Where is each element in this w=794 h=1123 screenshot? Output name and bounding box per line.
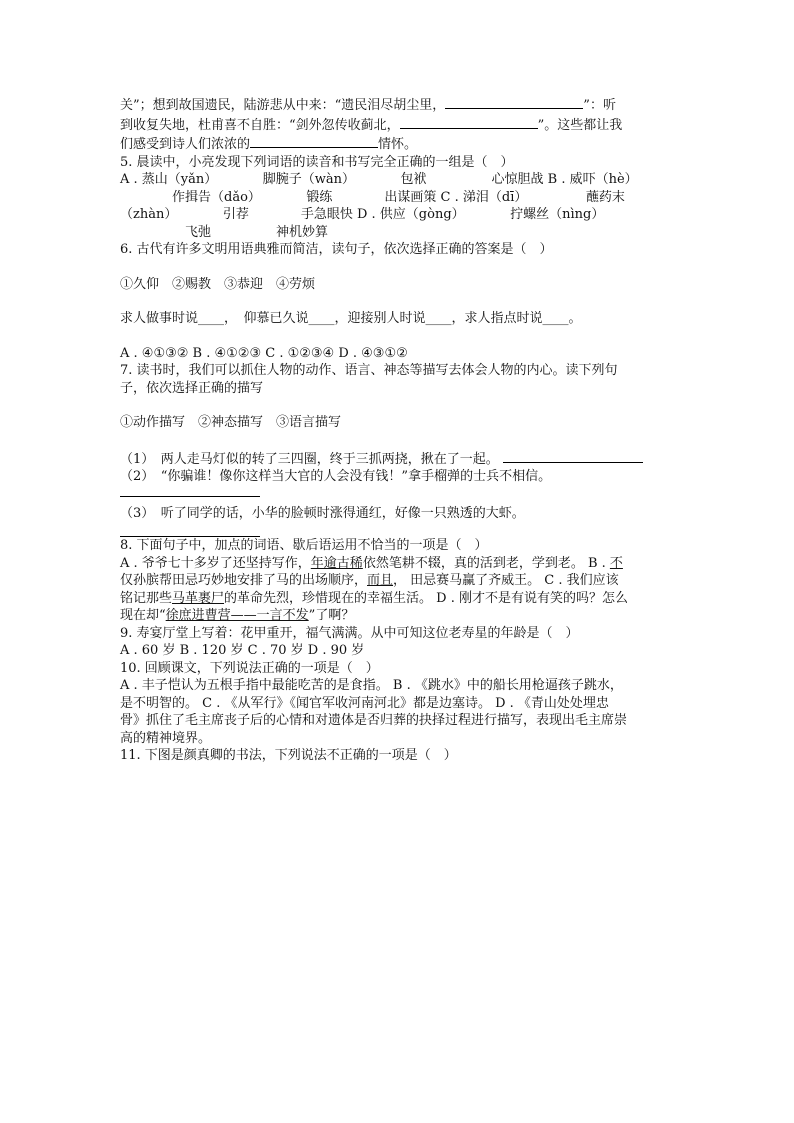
q7-sentence-1 [120, 449, 675, 469]
answer-blank[interactable] [120, 522, 260, 537]
q7-sentence-2: （2） “你骗谁！像你这样当大官的人会没有钱！”拿手榴弹的士兵不相信。 [120, 469, 552, 484]
q6-word-options: ①久仰 ②赐教 ③恭迎 ④劳烦 [120, 276, 316, 292]
answer-blank[interactable] [445, 95, 583, 109]
q8-text: 依然笔耕不辍，真的活到老，学到老。 B . [362, 555, 610, 571]
q10-line-2: 是不明智的。 C . 《从军行》《闻官军收河南河北》都是边塞诗。 D . 《青山处处埋忠 [120, 695, 609, 711]
q7-sentence-3: （3） 听了同学的话，小华的脸顿时涨得通红，好像一只熟透的大虾。 [120, 505, 525, 521]
q7-sentence-1-text: （1） 两人走马灯似的转了三四圈，终于三抓两挠，揪在了一起。 [120, 451, 499, 467]
underlined-word: 而且 [367, 573, 394, 588]
underlined-word: 不 [609, 555, 623, 571]
q10-line-4: 高的精神境界。 [120, 730, 212, 746]
q8-line-4 [120, 607, 675, 625]
answer-blank[interactable] [250, 134, 378, 148]
q8-text: A . 爷爷七十多岁了还坚持写作， [120, 555, 311, 571]
answer-blank[interactable] [503, 449, 643, 463]
q4-text: ”：听 [583, 98, 616, 113]
worksheet-content [120, 95, 675, 765]
q7-stem-line-2: 子，依次选择正确的描写 [120, 380, 264, 396]
q6-sentence: 求人做事时说____， 仰慕已久说____，迎接别人时说____，求人指点时说____。 [120, 311, 582, 326]
q6-choices: A . ④①③② B . ④①②③ C . ①②③④ D . ④③①② [120, 345, 408, 361]
q8-stem: 8. 下面句子中，加点的词语、歇后语运用不恰当的一项是（ ） [120, 538, 488, 553]
q4-text: ”。这些都让我 [537, 117, 623, 133]
q4-text: 关”；想到故国遗民，陆游悲从中来：“遗民泪尽胡尘里， [120, 98, 446, 113]
q10-line-3: 骨》抓住了毛主席丧子后的心情和对遗体是否归葬的抉择过程进行描写，表现出毛主席崇 [120, 713, 628, 728]
q5-options-line-4: 飞弛 神机妙算 [120, 224, 329, 240]
q8-line-2 [120, 572, 675, 590]
q8-text: ， 田忌赛马赢了齐威王。 C . 我们应该 [393, 573, 619, 588]
q9-choices: A . 60 岁 B . 120 岁 C . 70 岁 D . 90 岁 [120, 643, 365, 658]
underlined-word: 年逾古稀 [310, 555, 363, 571]
q4-line-3 [120, 134, 675, 154]
q8-text: 铭记那些 [120, 590, 173, 606]
q8-text: 仅孙膑帮田忌巧妙地安排了马的出场顺序， [120, 573, 368, 588]
q4-line-1 [120, 95, 675, 115]
q6-stem: 6. 古代有许多文明用语典雅而简洁，读句子，依次选择正确的答案是（ ） [120, 242, 553, 257]
q5-options-line-3: （zhàn） 引荐 手急眼快 D . 供应（gòng） 拧螺丝（nìng） [120, 207, 605, 222]
q5-options-line-2: 作揖告（dǎo） 锻练 出谋画策 C . 涕泪（dī） 蘸药末 [120, 189, 625, 205]
q7-description-options: ①动作描写 ②神态描写 ③语言描写 [120, 415, 342, 430]
answer-blank[interactable] [400, 115, 538, 129]
q5-stem: 5. 晨读中，小亮发现下列词语的读音和书写完全正确的一组是（ ） [120, 154, 514, 170]
q10-line-1: A . 丰子恺认为五根手指中最能吃苦的是食指。 B . 《跳水》中的船长用枪逼孩子跳水， [120, 678, 623, 693]
q4-line-2 [120, 115, 675, 135]
q8-text: 的革命先烈，珍惜现在的幸福生活。 D . 刚才不是有说有笑的吗？怎么 [224, 590, 628, 606]
q8-text: 现在却“ [120, 608, 166, 623]
answer-blank[interactable] [120, 486, 260, 497]
q8-line-1 [120, 555, 675, 573]
q11-stem: 11. 下图是颜真卿的书法，下列说法不正确的一项是（ ） [120, 748, 457, 763]
underlined-word: 马革裹尸 [172, 590, 225, 606]
q4-text: 们感受到诗人们浓浓的 [120, 137, 251, 152]
q4-text: 到收复失地，杜甫喜不自胜：“剑外忽传收蓟北， [120, 117, 400, 133]
q10-stem: 10. 回顾课文，下列说法正确的一项是（ ） [120, 660, 379, 676]
q8-line-3 [120, 590, 675, 608]
q4-text: 情怀。 [378, 137, 418, 152]
q5-options-line-1: A . 蒸山（yǎn） 脚腕子（wàn） 包袱 心惊胆战 B . 威吓（hè） [120, 172, 638, 187]
q8-text: ”了啊？ [308, 608, 355, 623]
q7-stem-line-1: 7. 读书时，我们可以抓住人物的动作、语言、神态等描写去体会人物的内心。读下列句 [120, 363, 618, 378]
underlined-word: 徐庶进曹营——一言不发 [165, 608, 309, 623]
q9-stem: 9. 寿宴厅堂上写着：花甲重开，福气满满。从中可知这位老寿星的年龄是（ ） [120, 625, 579, 641]
